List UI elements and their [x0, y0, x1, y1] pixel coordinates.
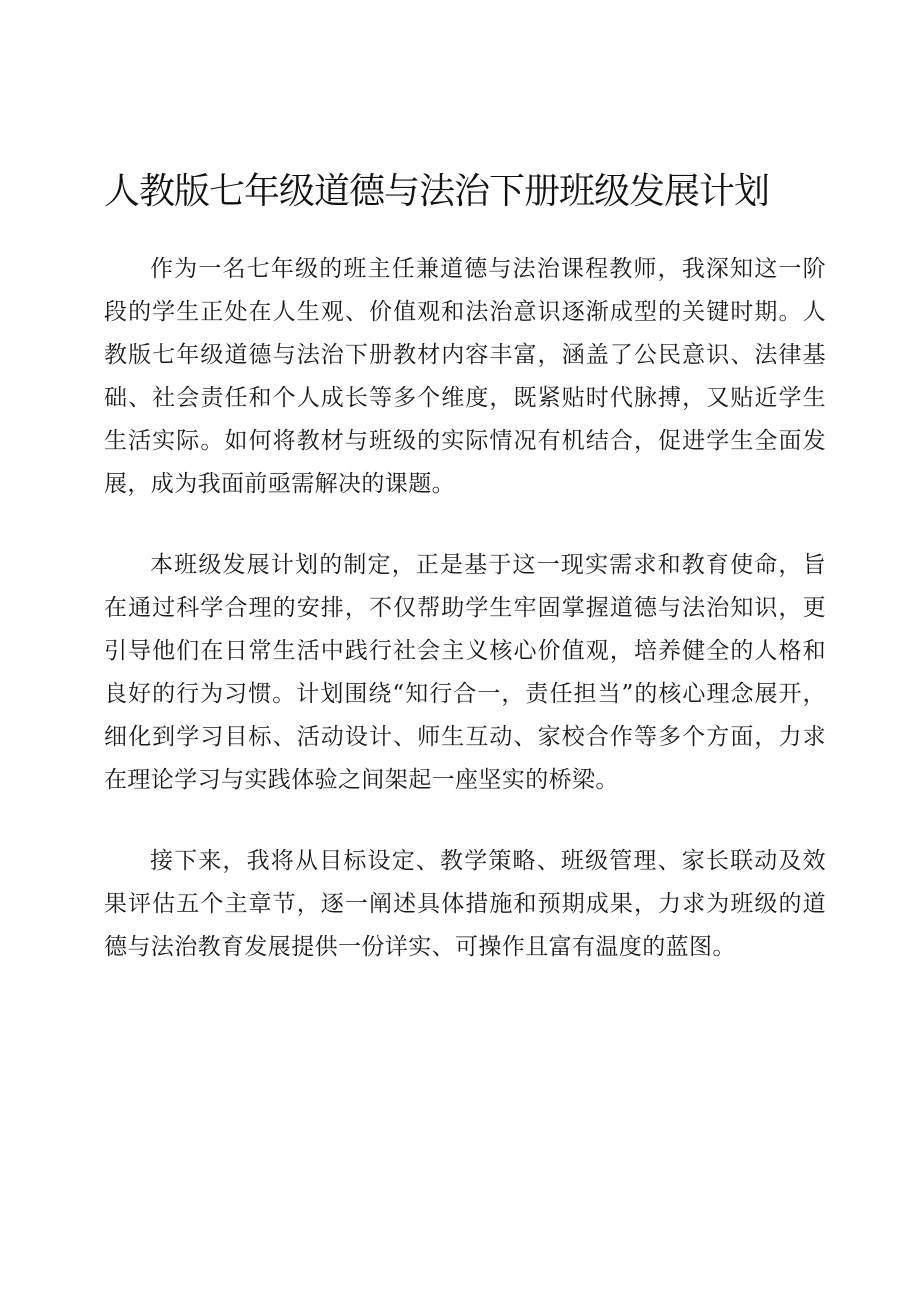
- paragraph-3: 接下来，我将从目标设定、教学策略、班级管理、家长联动及效果评估五个主章节，逐一阐述具体措施和预期成果，力求为班级的道德与法治教育发展提供一份详实、可操作且富有温度的蓝图。: [104, 848, 826, 960]
- paragraph-2: 本班级发展计划的制定，正是基于这一现实需求和教育使命，旨在通过科学合理的安排，不仅帮助学生牢固掌握道德与法治知识，更引导他们在日常生活中践行社会主义核心价值观，培养健全的人格和良好的行为习惯。计划围绕“知行合一，责任担当”的核心理念展开，细化到学习目标、活动设计、师生互动、家校合作等多个方面，力求在理论学习与实践体验之间架起一座坚实的桥梁。: [104, 552, 826, 793]
- document-title: 人教版七年级道德与法治下册班级发展计划: [104, 171, 770, 212]
- document-body: [104, 248, 826, 1007]
- paragraph-1: 作为一名七年级的班主任兼道德与法治课程教师，我深知这一阶段的学生正处在人生观、价值观和法治意识逐渐成型的关键时期。人教版七年级道德与法治下册教材内容丰富，涵盖了公民意识、法律基础、社会责任和个人成长等多个维度，既紧贴时代脉搏，又贴近学生生活实际。如何将教材与班级的实际情况有机结合，促进学生全面发展，成为我面前亟需解决的课题。: [104, 256, 826, 497]
